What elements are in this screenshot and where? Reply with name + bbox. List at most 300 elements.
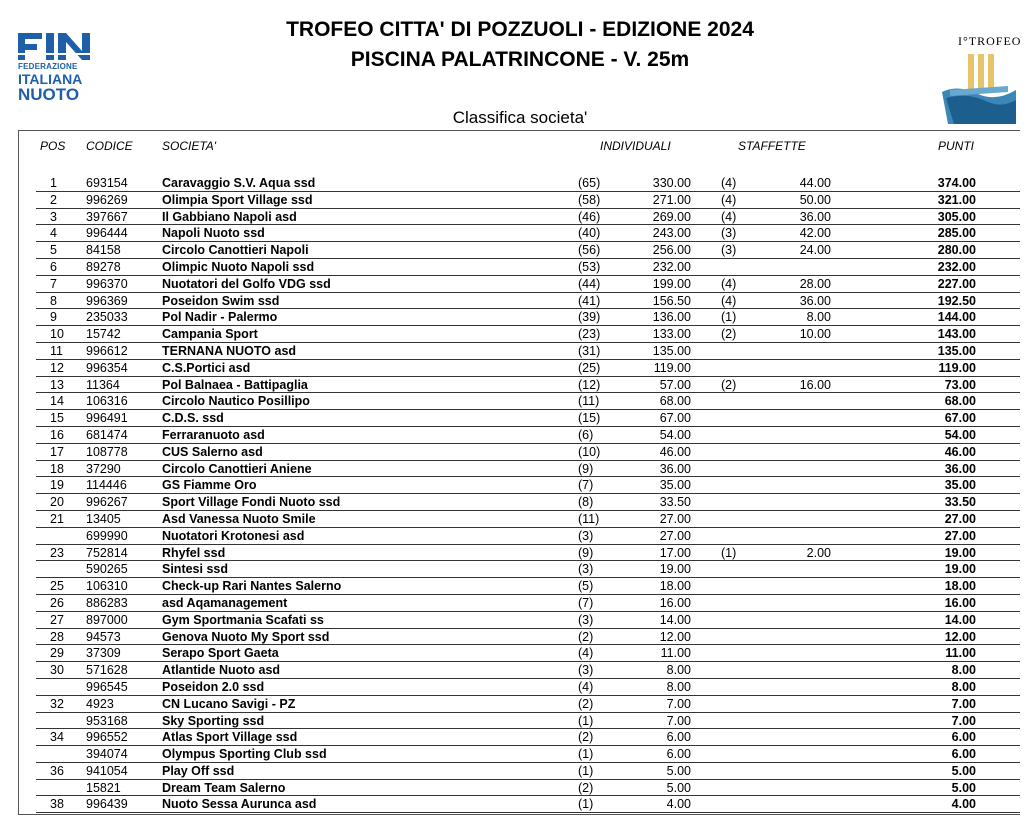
row-position: 26 xyxy=(50,595,64,610)
row-relay-points: 36.00 xyxy=(799,209,831,224)
row-code: 94573 xyxy=(86,629,121,644)
row-relay-count: (1) xyxy=(721,545,737,560)
row-individual-count: (56) xyxy=(578,243,601,258)
row-code: 114446 xyxy=(86,478,127,493)
row-society-name: TERNANA NUOTO asd xyxy=(162,343,297,358)
row-code: 235033 xyxy=(86,310,128,325)
table-row xyxy=(0,511,1028,528)
fin-logo-text xyxy=(18,63,82,103)
row-society-name: CUS Salerno asd xyxy=(162,444,263,459)
row-individual-points: 18.00 xyxy=(659,579,691,594)
row-individual-points: 8.00 xyxy=(666,663,691,678)
row-code: 106316 xyxy=(86,394,128,409)
table-bottom-border xyxy=(18,814,1020,815)
row-society-name: Poseidon 2.0 ssd xyxy=(162,679,265,694)
row-individual-count: (15) xyxy=(578,411,601,426)
row-code: 996267 xyxy=(86,495,128,510)
row-individual-points: 68.00 xyxy=(659,394,691,409)
row-relay-count: (3) xyxy=(721,226,737,241)
row-society-name: asd Aqamanagement xyxy=(162,595,288,610)
row-total-points: 374.00 xyxy=(937,176,976,190)
row-individual-points: 17.00 xyxy=(659,545,691,560)
table-row xyxy=(0,645,1028,662)
row-individual-count: (25) xyxy=(578,360,601,375)
table-row xyxy=(0,494,1028,511)
row-individual-points: 27.00 xyxy=(659,528,691,543)
row-individual-count: (23) xyxy=(578,327,601,342)
row-individual-points: 46.00 xyxy=(659,444,691,459)
row-total-points: 35.00 xyxy=(944,478,976,493)
row-code: 996545 xyxy=(86,679,128,694)
table-row xyxy=(0,528,1028,545)
row-society-name: Pol Nadir - Palermo xyxy=(162,310,278,325)
row-society-name: C.D.S. ssd xyxy=(162,411,224,426)
row-individual-points: 54.00 xyxy=(659,427,691,442)
page-title: TROFEO CITTA' DI POZZUOLI - EDIZIONE 2024 xyxy=(286,18,754,41)
column-header-code: CODICE xyxy=(86,139,133,153)
row-society-name: Atlantide Nuoto asd xyxy=(162,663,281,678)
row-individual-count: (1) xyxy=(578,713,594,728)
row-relay-points: 36.00 xyxy=(799,293,831,308)
row-individual-count: (31) xyxy=(578,343,601,358)
row-total-points: 285.00 xyxy=(937,226,976,241)
table-row xyxy=(0,729,1028,746)
row-society-name: Olympus Sporting Club ssd xyxy=(162,747,327,762)
row-individual-count: (3) xyxy=(578,663,594,678)
row-relay-count: (1) xyxy=(721,310,737,325)
row-society-name: CN Lucano Savigi - PZ xyxy=(162,696,296,711)
row-total-points: 8.00 xyxy=(951,679,976,694)
row-code: 996612 xyxy=(86,343,128,358)
row-relay-count: (2) xyxy=(721,327,737,342)
fin-line2: ITALIANA xyxy=(18,71,83,87)
table-row xyxy=(0,461,1028,478)
row-total-points: 5.00 xyxy=(951,763,976,778)
row-individual-points: 7.00 xyxy=(666,713,691,728)
row-individual-points: 243.00 xyxy=(652,226,691,241)
row-total-points: 232.00 xyxy=(937,259,976,274)
row-individual-points: 8.00 xyxy=(666,679,691,694)
row-code: 953168 xyxy=(86,713,128,728)
row-code: 89278 xyxy=(86,259,121,274)
row-individual-count: (12) xyxy=(578,377,601,392)
table-row xyxy=(0,696,1028,713)
row-code: 996369 xyxy=(86,293,128,308)
row-society-name: Poseidon Swim ssd xyxy=(162,293,280,308)
row-individual-count: (2) xyxy=(578,629,594,644)
row-individual-points: 135.00 xyxy=(652,343,691,358)
row-society-name: Sport Village Fondi Nuoto ssd xyxy=(162,495,341,510)
row-society-name: Circolo Nautico Posillipo xyxy=(162,394,310,409)
row-code: 37309 xyxy=(86,646,121,661)
row-position: 30 xyxy=(50,663,64,678)
table-row xyxy=(0,746,1028,763)
fin-letters-icon xyxy=(16,30,94,62)
row-position: 38 xyxy=(50,797,64,812)
table-row xyxy=(0,192,1028,209)
row-individual-points: 6.00 xyxy=(666,730,691,745)
row-society-name: Genova Nuoto My Sport ssd xyxy=(162,629,330,644)
row-total-points: 14.00 xyxy=(944,612,976,627)
row-code: 15821 xyxy=(86,780,121,795)
row-position: 32 xyxy=(50,696,64,711)
row-relay-count: (4) xyxy=(721,209,737,224)
row-individual-points: 269.00 xyxy=(652,209,691,224)
column-header-relay: STAFFETTE xyxy=(738,139,806,153)
row-code: 996354 xyxy=(86,360,128,375)
table-row xyxy=(0,360,1028,377)
row-individual-points: 27.00 xyxy=(659,511,691,526)
row-position: 19 xyxy=(50,478,64,493)
table-row xyxy=(0,393,1028,410)
row-position: 25 xyxy=(50,579,64,594)
row-society-name: Circolo Canottieri Aniene xyxy=(162,461,312,476)
row-individual-count: (10) xyxy=(578,444,601,459)
row-individual-points: 11.00 xyxy=(660,646,691,661)
row-code: 897000 xyxy=(86,612,128,627)
row-position: 29 xyxy=(50,646,64,661)
table-row xyxy=(0,326,1028,343)
row-position: 36 xyxy=(50,763,64,778)
row-individual-count: (11) xyxy=(578,394,600,409)
row-individual-points: 12.00 xyxy=(659,629,691,644)
table-row xyxy=(0,175,1028,192)
row-individual-points: 133.00 xyxy=(652,327,691,342)
row-position: 1 xyxy=(50,176,57,190)
row-position: 9 xyxy=(50,310,57,325)
table-row xyxy=(0,679,1028,696)
row-relay-points: 42.00 xyxy=(799,226,831,241)
row-individual-count: (3) xyxy=(578,528,594,543)
row-relay-points: 8.00 xyxy=(806,310,831,325)
row-position: 12 xyxy=(50,360,64,375)
row-individual-count: (4) xyxy=(578,679,594,694)
fin-logo xyxy=(16,30,96,102)
row-code: 752814 xyxy=(86,545,128,560)
table-top-border xyxy=(18,130,1020,131)
row-society-name: Check-up Rari Nantes Salerno xyxy=(162,579,342,594)
row-relay-count: (4) xyxy=(721,293,737,308)
row-individual-count: (9) xyxy=(578,545,594,560)
table-row xyxy=(0,713,1028,730)
row-code: 571628 xyxy=(86,663,128,678)
row-individual-count: (41) xyxy=(578,293,601,308)
row-total-points: 8.00 xyxy=(951,663,976,678)
row-code: 681474 xyxy=(86,427,128,442)
row-individual-points: 16.00 xyxy=(659,595,691,610)
row-code: 397667 xyxy=(86,209,128,224)
row-position: 27 xyxy=(50,612,64,627)
row-relay-points: 28.00 xyxy=(799,276,831,291)
trofeo-logo-title: I°TROFEO xyxy=(958,34,1022,48)
row-individual-points: 271.00 xyxy=(652,192,691,207)
row-total-points: 19.00 xyxy=(944,545,976,560)
row-society-name: C.S.Portici asd xyxy=(162,360,251,375)
row-code: 394074 xyxy=(86,747,128,762)
row-individual-count: (65) xyxy=(578,176,601,190)
row-individual-points: 33.50 xyxy=(659,495,691,510)
row-individual-count: (58) xyxy=(578,192,601,207)
row-individual-points: 57.00 xyxy=(659,377,691,392)
row-code: 590265 xyxy=(86,562,128,577)
table-row xyxy=(0,343,1028,360)
table-row xyxy=(0,410,1028,427)
table-row xyxy=(0,309,1028,326)
row-code: 996269 xyxy=(86,192,128,207)
table-row xyxy=(0,561,1028,578)
row-total-points: 16.00 xyxy=(944,595,976,610)
row-total-points: 305.00 xyxy=(937,209,976,224)
row-individual-count: (40) xyxy=(578,226,601,241)
row-society-name: Serapo Sport Gaeta xyxy=(162,646,279,661)
row-code: 996491 xyxy=(86,411,128,426)
row-society-name: Asd Vanessa Nuoto Smile xyxy=(162,511,316,526)
row-position: 15 xyxy=(50,411,64,426)
row-position: 13 xyxy=(50,377,64,392)
column-header-pos: POS xyxy=(40,139,66,153)
table-row xyxy=(0,595,1028,612)
row-position: 28 xyxy=(50,629,64,644)
row-position: 4 xyxy=(50,226,57,241)
row-code: 693154 xyxy=(86,176,128,190)
trofeo-emblem-icon xyxy=(938,28,1020,128)
row-individual-points: 7.00 xyxy=(666,696,691,711)
row-relay-points: 16.00 xyxy=(799,377,831,392)
row-individual-points: 36.00 xyxy=(659,461,691,476)
row-society-name: Nuoto Sessa Aurunca asd xyxy=(162,797,317,812)
row-society-name: Circolo Canottieri Napoli xyxy=(162,243,309,258)
row-individual-points: 232.00 xyxy=(652,259,691,274)
row-position: 11 xyxy=(50,343,63,358)
row-individual-points: 199.00 xyxy=(652,276,691,291)
row-society-name: Sky Sporting ssd xyxy=(162,713,265,728)
row-position: 14 xyxy=(50,394,64,409)
row-total-points: 18.00 xyxy=(944,579,976,594)
row-individual-points: 330.00 xyxy=(652,176,691,190)
table-row xyxy=(0,612,1028,629)
row-individual-points: 6.00 xyxy=(666,747,691,762)
row-society-name: Campania Sport xyxy=(162,327,258,342)
row-total-points: 6.00 xyxy=(951,747,976,762)
row-individual-count: (11) xyxy=(578,511,600,526)
row-relay-count: (4) xyxy=(721,192,737,207)
row-position: 6 xyxy=(50,259,57,274)
row-individual-count: (2) xyxy=(578,780,594,795)
row-society-name: Gym Sportmania Scafati ss xyxy=(162,612,324,627)
row-relay-points: 44.00 xyxy=(799,176,831,190)
row-code: 996552 xyxy=(86,730,128,745)
row-total-points: 7.00 xyxy=(951,696,976,711)
row-total-points: 33.50 xyxy=(944,495,976,510)
row-total-points: 67.00 xyxy=(944,411,976,426)
row-total-points: 321.00 xyxy=(937,192,976,207)
row-code: 886283 xyxy=(86,595,128,610)
row-code: 996370 xyxy=(86,276,128,291)
row-individual-count: (44) xyxy=(578,276,601,291)
row-relay-points: 24.00 xyxy=(799,243,831,258)
table-row xyxy=(0,377,1028,394)
row-society-name: Atlas Sport Village ssd xyxy=(162,730,298,745)
row-position: 5 xyxy=(50,243,57,258)
row-individual-points: 156.50 xyxy=(652,293,691,308)
column-header-points: PUNTI xyxy=(938,139,974,153)
row-society-name: Rhyfel ssd xyxy=(162,545,226,560)
row-individual-count: (1) xyxy=(578,747,594,762)
row-relay-points: 2.00 xyxy=(806,545,831,560)
row-total-points: 7.00 xyxy=(951,713,976,728)
row-society-name: Nuotatori del Golfo VDG ssd xyxy=(162,276,331,291)
row-individual-count: (4) xyxy=(578,646,594,661)
row-code: 996439 xyxy=(86,797,128,812)
row-divider xyxy=(36,812,1020,813)
row-individual-count: (2) xyxy=(578,730,594,745)
row-individual-points: 119.00 xyxy=(653,360,691,375)
table-row xyxy=(0,444,1028,461)
row-society-name: Olimpia Sport Village ssd xyxy=(162,192,313,207)
row-society-name: Sintesi ssd xyxy=(162,562,228,577)
fin-line3: NUOTO xyxy=(18,85,80,104)
table-row xyxy=(0,259,1028,276)
row-total-points: 143.00 xyxy=(937,327,976,342)
row-code: 941054 xyxy=(86,763,128,778)
table-row xyxy=(0,276,1028,293)
row-position: 10 xyxy=(50,327,64,342)
row-total-points: 119.00 xyxy=(938,360,976,375)
fin-line1: FEDERAZIONE xyxy=(18,62,78,71)
row-position: 34 xyxy=(50,730,64,745)
page-subtitle-venue: PISCINA PALATRINCONE - V. 25m xyxy=(350,48,690,71)
row-code: 108778 xyxy=(86,444,128,459)
row-total-points: 280.00 xyxy=(937,243,976,258)
row-society-name: Olimpic Nuoto Napoli ssd xyxy=(162,259,315,274)
table-row xyxy=(0,293,1028,310)
ranking-heading: Classifica societa' xyxy=(452,108,588,127)
table-row xyxy=(0,763,1028,780)
row-total-points: 19.00 xyxy=(944,562,976,577)
row-individual-count: (7) xyxy=(578,478,594,493)
table-row xyxy=(0,225,1028,242)
row-society-name: Play Off ssd xyxy=(162,763,235,778)
row-total-points: 46.00 xyxy=(944,444,976,459)
table-row xyxy=(0,578,1028,595)
row-individual-count: (1) xyxy=(578,797,594,812)
row-relay-points: 50.00 xyxy=(799,192,831,207)
column-header-society: SOCIETA' xyxy=(162,139,217,153)
row-individual-count: (6) xyxy=(578,427,594,442)
row-individual-count: (8) xyxy=(578,495,594,510)
row-individual-points: 5.00 xyxy=(666,780,691,795)
row-individual-points: 4.00 xyxy=(666,797,691,812)
row-total-points: 27.00 xyxy=(944,511,976,526)
table-row xyxy=(0,427,1028,444)
row-individual-count: (46) xyxy=(578,209,601,224)
table-row xyxy=(0,796,1028,813)
table-row xyxy=(0,629,1028,646)
table-row xyxy=(0,477,1028,494)
table-row xyxy=(0,780,1028,797)
row-individual-count: (2) xyxy=(578,696,594,711)
row-code: 37290 xyxy=(86,461,121,476)
row-society-name: Pol Balnaea - Battipaglia xyxy=(162,377,308,392)
row-relay-points: 10.00 xyxy=(799,327,831,342)
column-header-individual: INDIVIDUALI xyxy=(600,139,671,153)
row-code: 13405 xyxy=(86,511,121,526)
row-code: 11364 xyxy=(86,377,120,392)
row-position: 18 xyxy=(50,461,64,476)
row-individual-points: 35.00 xyxy=(659,478,691,493)
table-row xyxy=(0,209,1028,226)
row-relay-count: (2) xyxy=(721,377,737,392)
row-society-name: Caravaggio S.V. Aqua ssd xyxy=(162,176,316,190)
table-row xyxy=(0,662,1028,679)
row-total-points: 227.00 xyxy=(937,276,976,291)
row-total-points: 5.00 xyxy=(951,780,976,795)
row-total-points: 135.00 xyxy=(937,343,976,358)
row-code: 15742 xyxy=(86,327,121,342)
row-relay-count: (4) xyxy=(721,276,737,291)
row-total-points: 6.00 xyxy=(951,730,976,745)
trofeo-logo xyxy=(938,28,1020,128)
row-individual-points: 136.00 xyxy=(652,310,691,325)
row-total-points: 12.00 xyxy=(944,629,976,644)
row-society-name: Dream Team Salerno xyxy=(162,780,286,795)
row-position: 21 xyxy=(50,511,64,526)
row-total-points: 68.00 xyxy=(944,394,976,409)
row-individual-points: 256.00 xyxy=(652,243,691,258)
row-code: 106310 xyxy=(86,579,128,594)
row-society-name: Il Gabbiano Napoli asd xyxy=(162,209,297,224)
row-total-points: 73.00 xyxy=(944,377,976,392)
row-total-points: 54.00 xyxy=(944,427,976,442)
row-society-name: Ferraranuoto asd xyxy=(162,427,265,442)
row-individual-points: 67.00 xyxy=(659,411,691,426)
row-total-points: 144.00 xyxy=(937,310,976,325)
row-position: 7 xyxy=(50,276,57,291)
row-individual-count: (53) xyxy=(578,259,601,274)
row-individual-count: (3) xyxy=(578,562,594,577)
row-total-points: 11.00 xyxy=(945,646,976,661)
row-individual-points: 19.00 xyxy=(659,562,691,577)
row-individual-count: (39) xyxy=(578,310,601,325)
row-total-points: 4.00 xyxy=(951,797,976,812)
row-code: 699990 xyxy=(86,528,128,543)
row-total-points: 27.00 xyxy=(944,528,976,543)
ranking-table xyxy=(0,175,1028,813)
row-individual-points: 14.00 xyxy=(659,612,691,627)
row-society-name: Napoli Nuoto ssd xyxy=(162,226,265,241)
table-row xyxy=(0,242,1028,259)
row-position: 23 xyxy=(50,545,64,560)
row-position: 3 xyxy=(50,209,57,224)
row-individual-count: (7) xyxy=(578,595,594,610)
row-society-name: Nuotatori Krotonesi asd xyxy=(162,528,305,543)
row-position: 16 xyxy=(50,427,64,442)
row-code: 4923 xyxy=(86,696,114,711)
row-total-points: 36.00 xyxy=(944,461,976,476)
row-position: 17 xyxy=(50,444,64,459)
row-individual-count: (5) xyxy=(578,579,594,594)
row-individual-count: (1) xyxy=(578,763,594,778)
row-position: 2 xyxy=(50,192,57,207)
table-row xyxy=(0,545,1028,562)
row-total-points: 192.50 xyxy=(937,293,976,308)
row-code: 84158 xyxy=(86,243,121,258)
row-individual-count: (9) xyxy=(578,461,594,476)
row-position: 20 xyxy=(50,495,64,510)
row-individual-count: (3) xyxy=(578,612,594,627)
row-relay-count: (3) xyxy=(721,243,737,258)
row-code: 996444 xyxy=(86,226,128,241)
